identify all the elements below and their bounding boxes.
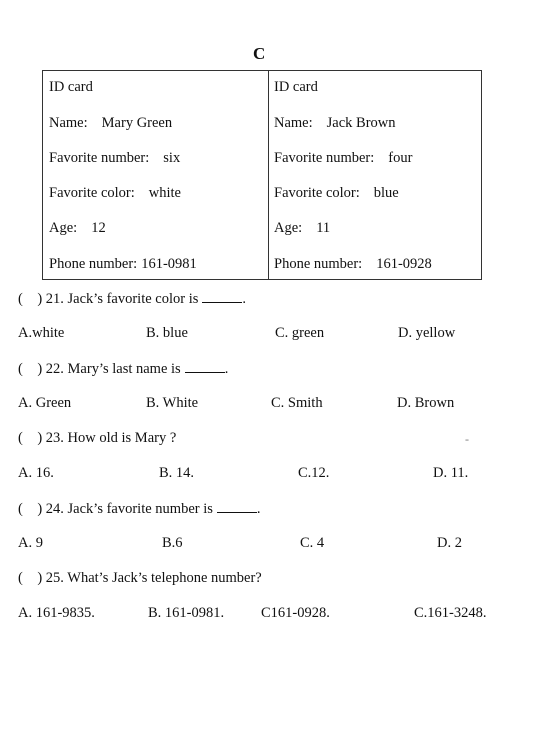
option-a: A. 161-9835. [18, 605, 95, 621]
question-22 [18, 360, 228, 378]
card-field-phone [49, 256, 197, 273]
field-value: white [148, 185, 181, 201]
card-field-favorite-color [274, 185, 399, 202]
question-stem: ( ) 21. Jack’s favorite color is [18, 291, 199, 307]
field-label: Favorite number: [49, 150, 150, 166]
field-value: six [163, 150, 181, 166]
question-stem: ( ) 24. Jack’s favorite number is [18, 501, 213, 517]
card-title: ID card [49, 79, 93, 95]
answer-blank [217, 500, 257, 513]
question-stem: ( ) 22. Mary’s last name is [18, 361, 181, 377]
field-value: 12 [91, 220, 106, 236]
id-card-table [42, 70, 482, 280]
field-value: Jack Brown [326, 115, 396, 131]
option-d: D. yellow [398, 325, 456, 341]
section-letter: C [253, 44, 266, 63]
card-field-name [274, 115, 396, 132]
option-a: A.white [18, 325, 65, 341]
option-c: C.12. [298, 465, 330, 481]
field-label: Favorite number: [274, 150, 375, 166]
card-field-favorite-number [274, 150, 412, 167]
question-21 [18, 290, 246, 308]
field-value: blue [373, 185, 399, 201]
answer-blank [202, 290, 242, 303]
card-field-phone [274, 256, 432, 273]
card-field-age [274, 220, 330, 237]
question-25: ( ) 25. What’s Jack’s telephone number? [18, 570, 262, 586]
option-a: A. 9 [18, 535, 43, 551]
card-field-age [49, 220, 106, 237]
field-label: Favorite color: [49, 185, 135, 201]
field-value: 11 [316, 220, 331, 236]
question-23: ( ) 23. How old is Mary ? [18, 430, 177, 446]
option-c: C. green [275, 325, 325, 341]
question-suffix: . [242, 291, 247, 307]
question-suffix: . [256, 501, 261, 517]
field-value: Mary Green [101, 115, 173, 131]
field-label: Age: [274, 220, 303, 236]
question-suffix: . [224, 361, 229, 377]
field-label: Phone number: [49, 256, 138, 272]
card-field-favorite-number [49, 150, 180, 167]
option-a: A. 16. [18, 465, 54, 481]
option-c: C161-0928. [261, 605, 330, 621]
card-title: ID card [274, 79, 318, 95]
option-d: C.161-3248. [414, 605, 487, 621]
field-label: Name: [274, 115, 313, 131]
card-field-name [49, 115, 172, 132]
field-value: four [388, 150, 413, 166]
question-24 [18, 500, 261, 518]
field-label: Age: [49, 220, 78, 236]
option-a: A. Green [18, 395, 72, 411]
option-b: B. 161-0981. [148, 605, 225, 621]
field-value: 161-0928 [376, 256, 432, 272]
field-label: Phone number: [274, 256, 363, 272]
answer-blank [185, 360, 225, 373]
option-d: D. 11. [433, 465, 469, 481]
option-b: B. blue [146, 325, 188, 341]
option-d: D. 2 [437, 535, 462, 551]
option-b: B.6 [162, 535, 183, 551]
card-divider [268, 71, 269, 279]
option-c: C. Smith [271, 395, 323, 411]
field-value: 161-0981 [141, 256, 197, 272]
field-label: Name: [49, 115, 88, 131]
option-c: C. 4 [300, 535, 325, 551]
option-b: B. 14. [159, 465, 195, 481]
stray-mark: - [465, 432, 469, 446]
card-field-favorite-color [49, 185, 181, 202]
field-label: Favorite color: [274, 185, 360, 201]
option-d: D. Brown [397, 395, 455, 411]
option-b: B. White [146, 395, 199, 411]
